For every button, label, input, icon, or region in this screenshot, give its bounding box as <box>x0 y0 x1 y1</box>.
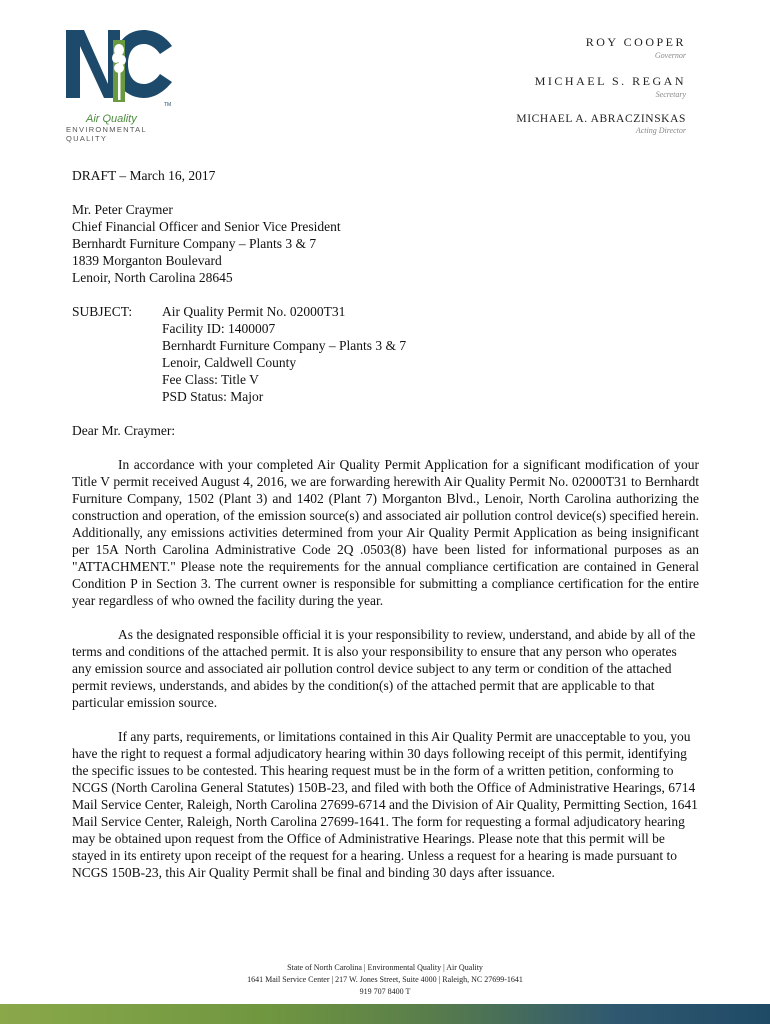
footer-color-band <box>0 1004 770 1024</box>
subject-line: Lenoir, Caldwell County <box>162 355 297 370</box>
officials-block <box>516 35 686 152</box>
official-title: Governor <box>654 51 686 60</box>
letter-body <box>72 167 699 898</box>
recipient-line: 1839 Morganton Boulevard <box>72 253 222 268</box>
official-name: MICHAEL A. ABRACZINSKAS <box>516 113 686 125</box>
official-governor <box>516 35 686 74</box>
body-paragraph-3: If any parts, requirements, or limitations contained in this Air Quality Permit are unacceptable to you, you have the right to request a formal adjudicatory hearing within 30 days following receipt of this permit, identifying the specific issues to be contested. This hearing request must be in the form of a written petition, conforming to NCGS (North Carolina General Statutes) 150B-23, and filed with both the Office of Administrative Hearings, 6714 Mail Service Center, Raleigh, North Carolina 27699-6714 and the Division of Air Quality, Permitting Section, 1641 Mail Service Center, Raleigh, North Carolina 27699-1641. The form for requesting a formal adjudicatory hearing may be obtained upon request from the Office of Administrative Hearings. Please note that this permit will be stayed in its entirety upon receipt of the request for a hearing. Unless a request for a hearing is made pursuant to NCGS 150B-23, this Air Quality Permit shall be final and binding 30 days after issuance. <box>72 729 698 880</box>
letter-date: DRAFT – March 16, 2017 <box>72 168 216 183</box>
footer-line-3: 919 707 8400 T <box>359 987 411 996</box>
body-paragraph-1: In accordance with your completed Air Quality Permit Application for a significant modification of your Title V permit received August 4, 2016, we are forwarding herewith Air Quality Permit No. 02000T31 to Bernhardt Furniture Company, 1502 (Plant 3) and 1402 (Plant 7) Morganton Blvd., Lenoir, North Carolina authorizing the construction and operation, of the emission source(s) and associated air pollution control device(s) specified herein. Additionally, any emissions activities determined from your Air Quality Permit Application as being insignificant per 15A North Carolina Administrative Code 2Q .0503(8) have been listed for informational purposes as an "ATTACHMENT." Please note the requirements for the annual compliance certification are contained in General Condition P in Section 3. The current owner is responsible for submitting a compliance certification for the entire year regardless of who owned the facility during the year. <box>72 457 699 608</box>
recipient-address <box>72 201 699 286</box>
recipient-line: Mr. Peter Craymer <box>72 202 173 217</box>
salutation: Dear Mr. Craymer: <box>72 423 176 438</box>
official-director <box>516 113 686 152</box>
subject-line: Bernhardt Furniture Company – Plants 3 & 7 <box>162 338 407 353</box>
logo-letter-n <box>66 30 120 98</box>
tree-icon <box>112 40 126 102</box>
subject-label: SUBJECT: <box>72 304 133 319</box>
subject-lines <box>162 303 406 405</box>
recipient-line: Bernhardt Furniture Company – Plants 3 & 7 <box>72 236 317 251</box>
logo-tagline-env-quality: ENVIRONMENTAL QUALITY <box>66 125 147 143</box>
subject-line: Fee Class: Title V <box>162 372 259 387</box>
footer-line-1: State of North Carolina | Environmental Quality | Air Quality <box>287 963 483 972</box>
official-secretary <box>516 74 686 113</box>
logo-tagline-air-quality: Air Quality <box>86 113 137 125</box>
body-paragraph-2: As the designated responsible official it is your responsibility to review, understand, and abide by all of the terms and conditions of the attached permit. It is also your responsibility to ensure that any person who operates any emission source and associated air pollution control device subject to any term or condition of the attached permit reviews, understands, and abides by the condition(s) of the attached permit that are applicable to that particular emission source. <box>72 627 696 710</box>
recipient-line: Chief Financial Officer and Senior Vice President <box>72 219 341 234</box>
logo-tagline <box>66 113 186 143</box>
subject-block <box>72 303 699 405</box>
recipient-line: Lenoir, North Carolina 28645 <box>72 270 233 285</box>
page-footer <box>0 962 770 998</box>
subject-line: PSD Status: Major <box>162 389 264 404</box>
footer-line-2: 1641 Mail Service Center | 217 W. Jones Street, Suite 4000 | Raleigh, NC 27699-1641 <box>247 975 523 984</box>
official-name: MICHAEL S. REGAN <box>534 74 686 88</box>
official-name: ROY COOPER <box>585 35 686 49</box>
official-title: Acting Director <box>635 126 686 135</box>
logo-tm: TM <box>164 102 172 108</box>
subject-line: Air Quality Permit No. 02000T31 <box>162 304 346 319</box>
official-title: Secretary <box>655 90 686 99</box>
subject-line: Facility ID: 1400007 <box>162 321 276 336</box>
